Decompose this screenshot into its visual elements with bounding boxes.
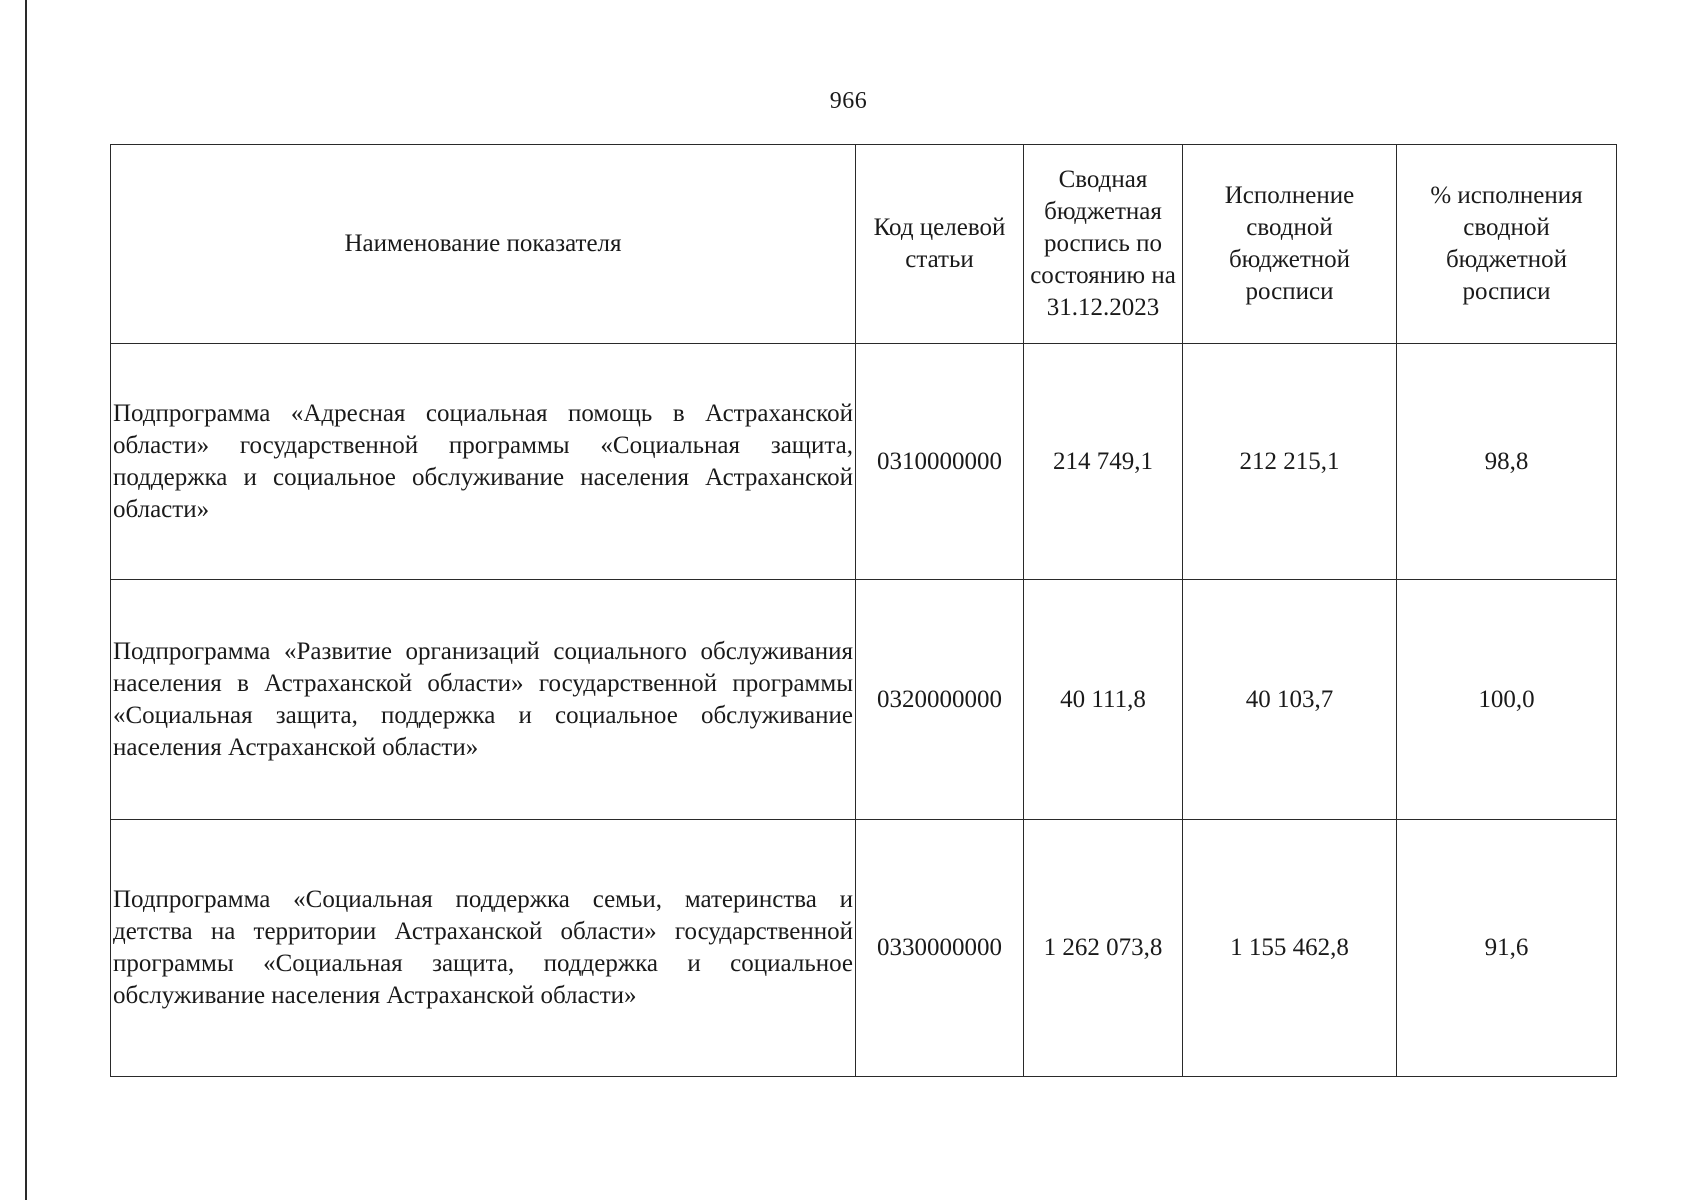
table-row [111,580,1617,820]
row-budget-value: 214 749,1 [1024,344,1183,580]
row-indicator-name: Подпрограмма «Развитие организаций социального обслуживания населения в Астраханской области» государственной программы «Социальная защита, поддержка и социальное обслуживание населения Астраханской области» [111,580,856,820]
row-budget-value: 1 262 073,8 [1024,820,1183,1077]
table-row [111,820,1617,1077]
row-execution-value: 212 215,1 [1183,344,1397,580]
row-execution-percent: 91,6 [1397,820,1617,1077]
row-target-code: 0310000000 [856,344,1024,580]
row-budget-value: 40 111,8 [1024,580,1183,820]
row-target-code: 0320000000 [856,580,1024,820]
header-execution: Исполнение сводной бюджетной росписи [1183,145,1397,344]
row-indicator-name: Подпрограмма «Адресная социальная помощь в Астраханской области» государственной программы «Социальная защита, поддержка и социальное обслуживание населения Астраханской области» [111,344,856,580]
row-indicator-name: Подпрограмма «Социальная поддержка семьи, материнства и детства на территории Астраханской области» государственной программы «Социальная защита, поддержка и социальное обслуживание населения Астраханской области» [111,820,856,1077]
header-budget-schedule: Сводная бюджетная роспись по состоянию на 31.12.2023 [1024,145,1183,344]
row-execution-value: 40 103,7 [1183,580,1397,820]
budget-execution-table [110,144,1617,1077]
binding-margin-line [25,0,27,1200]
table-row [111,344,1617,580]
row-execution-percent: 98,8 [1397,344,1617,580]
page-number: 966 [829,88,868,114]
row-target-code: 0330000000 [856,820,1024,1077]
header-indicator-name: Наименование показателя [111,145,856,344]
header-execution-percent: % исполнения сводной бюджетной росписи [1397,145,1617,344]
row-execution-percent: 100,0 [1397,580,1617,820]
header-target-code: Код целевой статьи [856,145,1024,344]
row-execution-value: 1 155 462,8 [1183,820,1397,1077]
table-header-row [111,145,1617,344]
